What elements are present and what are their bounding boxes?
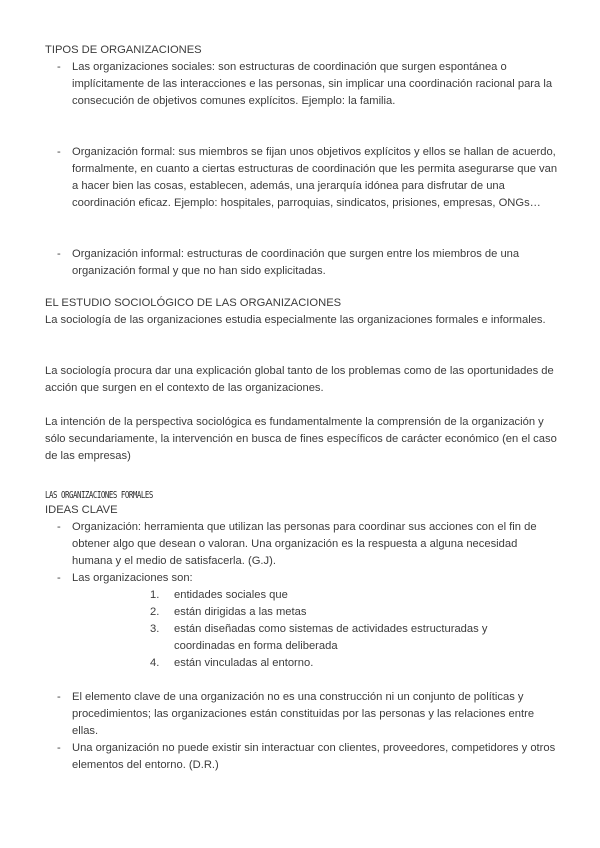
item-number: 3. (150, 623, 160, 635)
list-item: - El elemento clave de una organización no es una construcción ni un conjunto de políticas y procedimientos; las organizaciones están constituidas por las personas y las relaciones entre ellas. (45, 689, 560, 740)
numbered-item (150, 604, 550, 621)
item-number: 4. (150, 657, 160, 669)
numbered-item (150, 621, 550, 655)
ideas-list-2 (45, 689, 560, 774)
item-text: están vinculadas al entorno. (174, 657, 314, 669)
numbered-item (150, 587, 550, 604)
numbered-item (150, 655, 550, 672)
paragraph: La sociología de las organizaciones estudia especialmente las organizaciones formales e informales. (45, 314, 546, 326)
list-item: - Organización formal: sus miembros se fijan unos objetivos explícitos y ellos se hallan de acuerdo, formalmente, en cuanto a ciertas estructuras de coordinación que les permita asegurarse que van a hacer bien las cosas, establecen, además, una jerarquía idónea para disfrutar de una coordinación eficaz. Ejemplo: hospitales, parroquias, sindicatos, prisiones, empresas, ONGs… (45, 144, 560, 212)
list-item: - Organización: herramienta que utilizan las personas para coordinar sus acciones con el fin de obtener algo que desean o valoran. Una organización es la respuesta a alguna necesidad humana y el medio de satisfacerla. (G.J). (45, 519, 560, 570)
paragraph: La intención de la perspectiva sociológica es fundamentalmente la comprensión de la organización y sólo secundariamente, la intervención en busca de fines específicos de carácter económico (en el caso de las empresas) (45, 416, 557, 462)
list-item: - Organización informal: estructuras de coordinación que surgen entre los miembros de una organización formal y que no han sido explicitadas. (45, 246, 560, 280)
list-item: - Una organización no puede existir sin interactuar con clientes, proveedores, competidores y otros elementos del entorno. (D.R.) (45, 740, 560, 774)
item-number: 2. (150, 606, 160, 618)
numbered-list (150, 587, 550, 672)
paragraph: La sociología procura dar una explicación global tanto de los problemas como de las oportunidades de acción que surgen en el contexto de las organizaciones. (45, 365, 554, 394)
item-text: están diseñadas como sistemas de actividades estructuradas y coordinadas en forma deliberada (174, 623, 488, 652)
item-text: entidades sociales que (174, 589, 288, 601)
subtitle-ideas-clave: IDEAS CLAVE (45, 504, 118, 516)
section-title-estudio: EL ESTUDIO SOCIOLÓGICO DE LAS ORGANIZACIONES (45, 297, 342, 309)
list-item: - Las organizaciones sociales: son estructuras de coordinación que surgen espontánea o implícitamente de las interacciones e las personas, sin implicar una coordinación racional para la consecución de objetivos comunes explícitos. Ejemplo: la familia. (45, 59, 560, 110)
item-number: 1. (150, 589, 160, 601)
tipos-list-3 (45, 246, 560, 280)
item-text: están dirigidas a las metas (174, 606, 307, 618)
section-title-formales: LAS ORGANIZACIONES FORMALES (45, 490, 153, 501)
tipos-list-2 (45, 144, 560, 212)
ideas-list (45, 519, 560, 587)
list-item: - Las organizaciones son: (45, 570, 560, 587)
section-title-tipos: TIPOS DE ORGANIZACIONES (45, 44, 202, 56)
tipos-list (45, 59, 560, 110)
